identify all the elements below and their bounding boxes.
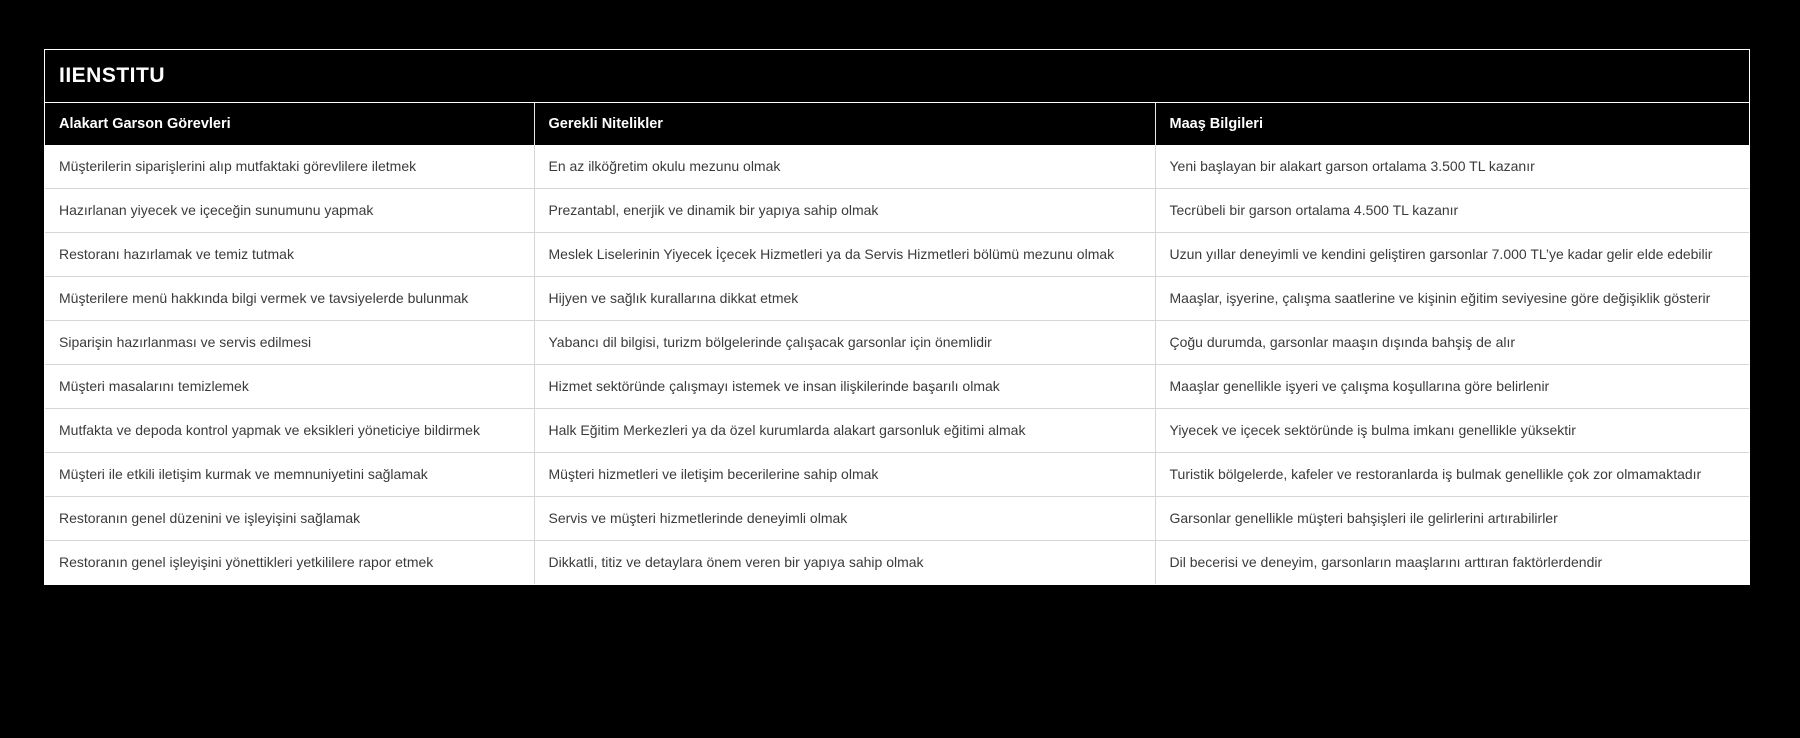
table-header-row	[45, 103, 1749, 145]
table-cell: Garsonlar genellikle müşteri bahşişleri ile gelirlerini artırabilirler	[1155, 497, 1749, 541]
table-row	[45, 409, 1749, 453]
table-header	[45, 103, 1749, 145]
table-cell: Restoranı hazırlamak ve temiz tutmak	[45, 233, 534, 277]
table-body	[45, 145, 1749, 584]
table-cell: Müşterilere menü hakkında bilgi vermek ve tavsiyelerde bulunmak	[45, 277, 534, 321]
table-row	[45, 321, 1749, 365]
content-table-card	[44, 49, 1750, 585]
table-cell: Hazırlanan yiyecek ve içeceğin sunumunu yapmak	[45, 189, 534, 233]
table-row	[45, 233, 1749, 277]
table-row	[45, 145, 1749, 189]
table-cell: Çoğu durumda, garsonlar maaşın dışında bahşiş de alır	[1155, 321, 1749, 365]
table-cell: Restoranın genel düzenini ve işleyişini sağlamak	[45, 497, 534, 541]
table-cell: Müşteri masalarını temizlemek	[45, 365, 534, 409]
table-cell: Tecrübeli bir garson ortalama 4.500 TL kazanır	[1155, 189, 1749, 233]
table-row	[45, 189, 1749, 233]
table-cell: Yeni başlayan bir alakart garson ortalama 3.500 TL kazanır	[1155, 145, 1749, 189]
page-title: IIENSTITU	[45, 50, 1749, 103]
table-row	[45, 541, 1749, 585]
table-cell: Maaşlar genellikle işyeri ve çalışma koşullarına göre belirlenir	[1155, 365, 1749, 409]
table-cell: En az ilköğretim okulu mezunu olmak	[534, 145, 1155, 189]
table-cell: Prezantabl, enerjik ve dinamik bir yapıya sahip olmak	[534, 189, 1155, 233]
table-row	[45, 365, 1749, 409]
table-cell: Halk Eğitim Merkezleri ya da özel kurumlarda alakart garsonluk eğitimi almak	[534, 409, 1155, 453]
table-cell: Yiyecek ve içecek sektöründe iş bulma imkanı genellikle yüksektir	[1155, 409, 1749, 453]
table-cell: Dil becerisi ve deneyim, garsonların maaşlarını arttıran faktörlerdendir	[1155, 541, 1749, 585]
table-cell: Mutfakta ve depoda kontrol yapmak ve eksikleri yöneticiye bildirmek	[45, 409, 534, 453]
column-header-gorevler: Alakart Garson Görevleri	[45, 103, 534, 145]
column-header-maas: Maaş Bilgileri	[1155, 103, 1749, 145]
table-cell: Yabancı dil bilgisi, turizm bölgelerinde çalışacak garsonlar için önemlidir	[534, 321, 1155, 365]
table-cell: Meslek Liselerinin Yiyecek İçecek Hizmetleri ya da Servis Hizmetleri bölümü mezunu olmak	[534, 233, 1155, 277]
table-cell: Servis ve müşteri hizmetlerinde deneyimli olmak	[534, 497, 1155, 541]
table-row	[45, 497, 1749, 541]
table-cell: Siparişin hazırlanması ve servis edilmesi	[45, 321, 534, 365]
info-table	[45, 103, 1749, 584]
table-cell: Hizmet sektöründe çalışmayı istemek ve insan ilişkilerinde başarılı olmak	[534, 365, 1155, 409]
table-cell: Dikkatli, titiz ve detaylara önem veren bir yapıya sahip olmak	[534, 541, 1155, 585]
table-cell: Restoranın genel işleyişini yönettikleri yetkililere rapor etmek	[45, 541, 534, 585]
table-cell: Müşterilerin siparişlerini alıp mutfaktaki görevlilere iletmek	[45, 145, 534, 189]
table-cell: Hijyen ve sağlık kurallarına dikkat etmek	[534, 277, 1155, 321]
column-header-nitelikler: Gerekli Nitelikler	[534, 103, 1155, 145]
table-row	[45, 453, 1749, 497]
table-cell: Uzun yıllar deneyimli ve kendini geliştiren garsonlar 7.000 TL’ye kadar gelir elde edebilir	[1155, 233, 1749, 277]
table-row	[45, 277, 1749, 321]
table-cell: Müşteri hizmetleri ve iletişim becerilerine sahip olmak	[534, 453, 1155, 497]
table-cell: Turistik bölgelerde, kafeler ve restoranlarda iş bulmak genellikle çok zor olmamaktadır	[1155, 453, 1749, 497]
table-cell: Müşteri ile etkili iletişim kurmak ve memnuniyetini sağlamak	[45, 453, 534, 497]
table-cell: Maaşlar, işyerine, çalışma saatlerine ve kişinin eğitim seviyesine göre değişiklik gösterir	[1155, 277, 1749, 321]
